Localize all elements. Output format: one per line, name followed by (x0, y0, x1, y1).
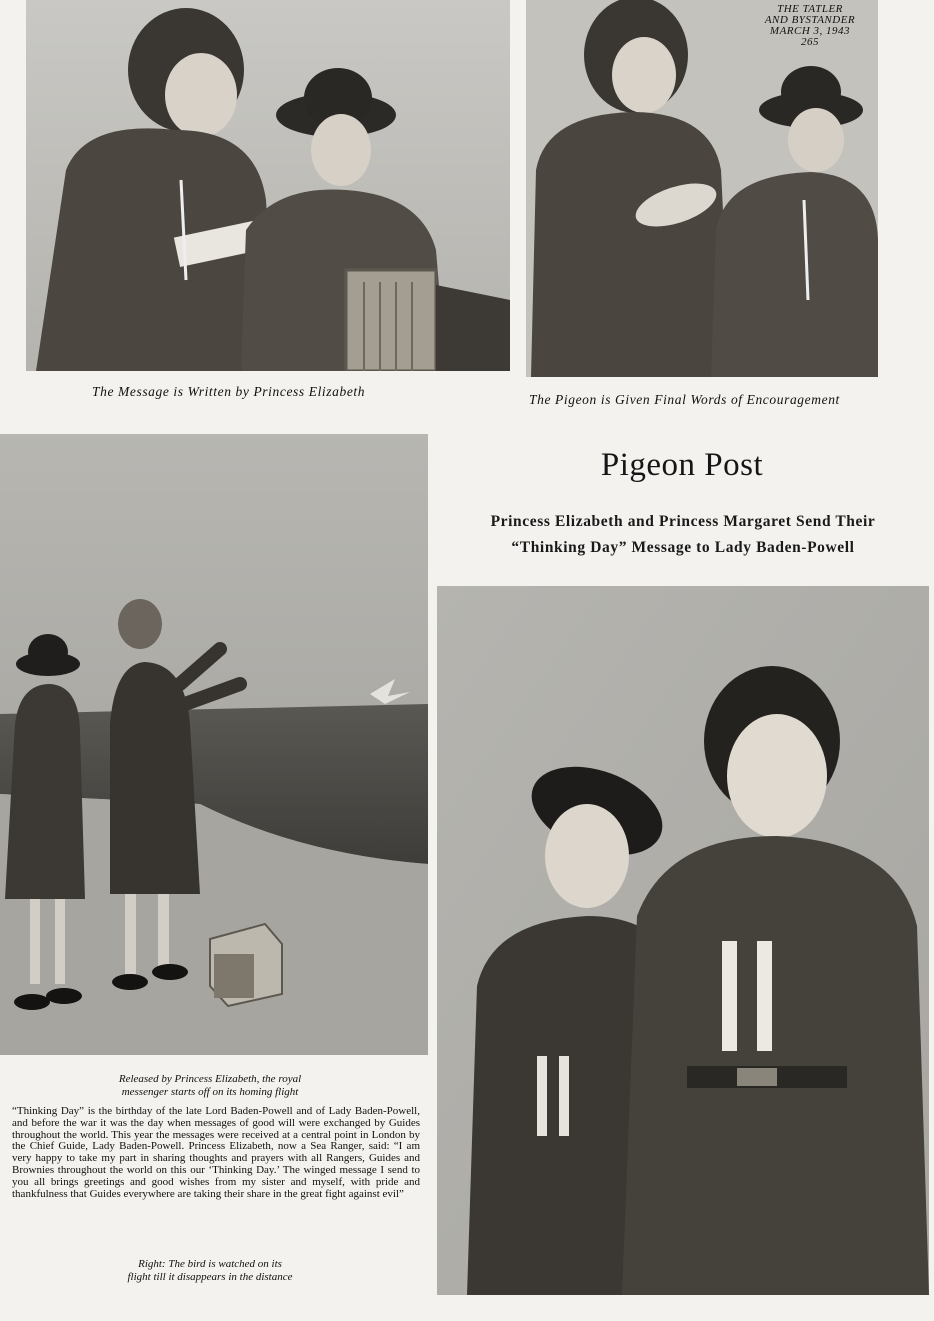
caption-holding-pigeon: The Pigeon is Given Final Words of Encouragement (529, 392, 840, 407)
photo-guides-looking-up-image (437, 586, 929, 1295)
photo-releasing-pigeon-image (0, 434, 428, 1055)
caption-bird-watched-line1: Right: The bird is watched on its (138, 1258, 282, 1270)
caption-bird-watched-line2: flight till it disappears in the distance (127, 1271, 293, 1283)
photo-writing-message-image (26, 0, 510, 371)
photo-guides-looking-up (437, 586, 929, 1295)
article-subtitle (448, 509, 918, 561)
page-number: 265 (801, 36, 819, 48)
masthead-date: MARCH 3, 1943 (769, 25, 851, 37)
caption-bird-watched (70, 1258, 350, 1284)
article-title: Pigeon Post (600, 447, 764, 483)
photo-writing-message (26, 0, 510, 371)
masthead-subtitle: AND BYSTANDER (764, 14, 856, 26)
caption-releasing-pigeon (60, 1073, 360, 1099)
article-subtitle-line1: Princess Elizabeth and Princess Margaret Send Their (490, 513, 876, 530)
caption-writing-message: The Message is Written by Princess Elizabeth (92, 384, 366, 399)
caption-releasing-pigeon-line1: Released by Princess Elizabeth, the royal (118, 1073, 302, 1085)
caption-releasing-pigeon-line2: messenger starts off on its homing flight (121, 1086, 299, 1098)
photo-releasing-pigeon (0, 434, 428, 1055)
masthead-title: THE TATLER (777, 3, 843, 15)
article-body: “Thinking Day” is the birthday of the late Lord Baden-Powell and of Lady Baden-Powell, and before the war it was the day when messages of good will were exchanged by Guides throughout the world. This year the messages were received at a central point in London by the Chief Guide, Lady Baden-Powell. Princess Elizabeth, now a Sea Ranger, said: “I am very happy to take my part in sharing thoughts and prayers with all Rangers, Guides and Brownies throughout the world on this our ‘Thinking Day.’ The winged message I send to you all brings greetings and good wishes from my sister and myself, with pride and thankfulness that Guides everywhere are taking their share in the great fight against evil” (12, 1105, 420, 1200)
photo-holding-pigeon-image (526, 0, 878, 377)
photo-holding-pigeon (526, 0, 878, 377)
article-subtitle-line2: “Thinking Day” Message to Lady Baden-Powell (511, 539, 855, 556)
masthead (740, 4, 880, 48)
